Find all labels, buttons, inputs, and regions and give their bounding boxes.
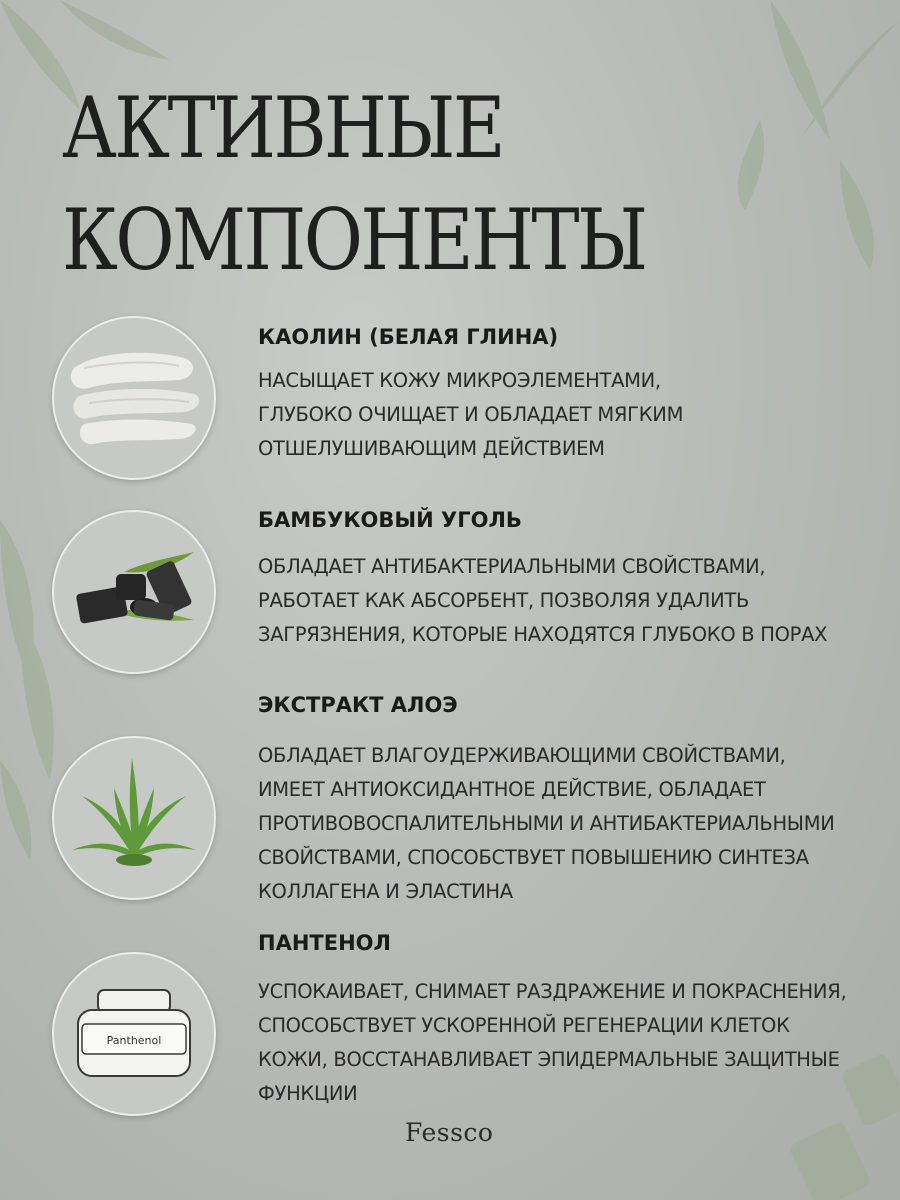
ingredient-name: КАОЛИН (БЕЛАЯ ГЛИНА)	[258, 325, 559, 349]
ingredient-description: НАСЫЩАЕТ КОЖУ МИКРОЭЛЕМЕНТАМИ, ГЛУБОКО ОЧИЩАЕТ И ОБЛАДАЕТ МЯГКИМ ОТШЕЛУШИВАЮЩИМ ДЕЙСТВИЕМ	[258, 369, 684, 460]
panthenol-jar-icon	[52, 952, 216, 1116]
ingredient-name: ЭКСТРАКТ АЛОЭ	[258, 693, 458, 717]
ingredient-name: ПАНТЕНОЛ	[258, 931, 391, 955]
bamboo-charcoal-icon	[52, 510, 216, 674]
white-clay-icon	[52, 316, 216, 480]
page-title	[62, 72, 646, 296]
title-line-1: АКТИВНЫЕ	[62, 79, 504, 177]
brand-logo: Fessco	[405, 1118, 494, 1147]
ingredient-description: УСПОКАИВАЕТ, СНИМАЕТ РАЗДРАЖЕНИЕ И ПОКРАСНЕНИЯ, СПОСОБСТВУЕТ УСКОРЕННОЙ РЕГЕНЕРАЦИИ КЛЕТОК КОЖИ, ВОССТАНАВЛИВАЕТ ЭПИДЕРМАЛЬНЫЕ ЗАЩИТНЫЕ ФУНКЦИИ	[258, 980, 847, 1105]
jar-label: Panthenol	[106, 1034, 162, 1047]
aloe-plant-icon	[52, 736, 216, 900]
ingredient-description: ОБЛАДАЕТ ВЛАГОУДЕРЖИВАЮЩИМИ СВОЙСТВАМИ, ИМЕЕТ АНТИОКСИДАНТНОЕ ДЕЙСТВИЕ, ОБЛАДАЕТ ПРОТИВОВОСПАЛИТЕЛЬНЫМИ И АНТИБАКТЕРИАЛЬНЫМИ СВОЙСТВАМИ, СПОСОБСТВУЕТ ПОВЫШЕНИЮ СИНТЕЗА КОЛЛАГЕНА И ЭЛАСТИНА	[258, 744, 835, 903]
ingredient-description: ОБЛАДАЕТ АНТИБАКТЕРИАЛЬНЫМИ СВОЙСТВАМИ, РАБОТАЕТ КАК АБСОРБЕНТ, ПОЗВОЛЯЯ УДАЛИТЬ ЗАГРЯЗНЕНИЯ, КОТОРЫЕ НАХОДЯТСЯ ГЛУБОКО В ПОРАХ	[258, 555, 828, 646]
title-line-2: КОМПОНЕНТЫ	[62, 191, 646, 289]
ingredient-name: БАМБУКОВЫЙ УГОЛЬ	[258, 508, 522, 532]
